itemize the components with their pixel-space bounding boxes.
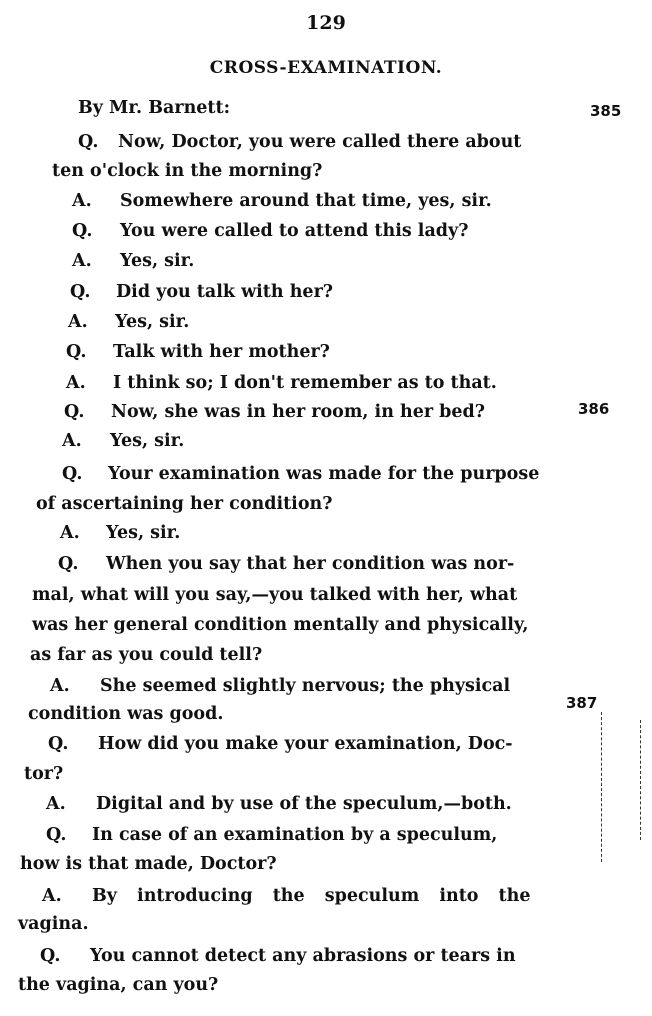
transcript-line: Q. In case of an examination by a speculum, bbox=[46, 825, 498, 845]
section-heading: CROSS-EXAMINATION. bbox=[209, 58, 443, 78]
transcript-line: Q. Talk with her mother? bbox=[66, 342, 330, 362]
transcript-line: tor? bbox=[24, 764, 64, 784]
transcript-line: A. I think so; I don't remember as to that. bbox=[66, 373, 497, 393]
transcript-line: A. Somewhere around that time, yes, sir. bbox=[72, 191, 492, 211]
page-number: 129 bbox=[306, 12, 346, 34]
transcript-line: A. Digital and by use of the speculum,—both. bbox=[46, 794, 512, 814]
margin-number: 387 bbox=[566, 694, 598, 712]
margin-number: 385 bbox=[590, 102, 622, 120]
transcript-line: Q. Now, Doctor, you were called there about bbox=[78, 132, 522, 152]
transcript-line: A. Yes, sir. bbox=[72, 251, 195, 271]
transcript-line: A. Yes, sir. bbox=[62, 431, 185, 451]
transcript-line: was her general condition mentally and physically, bbox=[32, 615, 529, 635]
transcript-line: the vagina, can you? bbox=[18, 975, 219, 995]
transcript-line: vagina. bbox=[18, 914, 89, 934]
transcript-line: ten o'clock in the morning? bbox=[52, 161, 323, 181]
transcript-line: condition was good. bbox=[28, 704, 224, 724]
transcript-line: A. By introducing the speculum into the bbox=[42, 886, 531, 906]
transcript-line: Q. Did you talk with her? bbox=[70, 282, 334, 302]
transcript-line: Q. You cannot detect any abrasions or tears in bbox=[40, 946, 516, 966]
transcript-line: A. Yes, sir. bbox=[68, 312, 190, 332]
margin-bracket-line bbox=[640, 720, 641, 840]
transcript-line: how is that made, Doctor? bbox=[20, 854, 277, 874]
transcript-line: mal, what will you say,—you talked with her, what bbox=[32, 585, 518, 605]
transcript-line: A. Yes, sir. bbox=[60, 523, 181, 543]
transcript-line: of ascertaining her condition? bbox=[36, 494, 333, 514]
transcript-line: Q. When you say that her condition was nor- bbox=[58, 554, 515, 574]
margin-number: 386 bbox=[578, 400, 610, 418]
examiner-line: By Mr. Barnett: bbox=[78, 98, 231, 118]
transcript-line: A. She seemed slightly nervous; the physical bbox=[50, 676, 511, 696]
transcript-line: Q. Now, she was in her room, in her bed? bbox=[64, 402, 486, 422]
transcript-line: Q. Your examination was made for the purpose bbox=[62, 464, 540, 484]
margin-bracket-line bbox=[601, 712, 602, 862]
transcript-line: Q. How did you make your examination, Doc- bbox=[48, 734, 513, 754]
transcript-line: Q. You were called to attend this lady? bbox=[72, 221, 469, 241]
transcript-line: as far as you could tell? bbox=[30, 645, 263, 665]
